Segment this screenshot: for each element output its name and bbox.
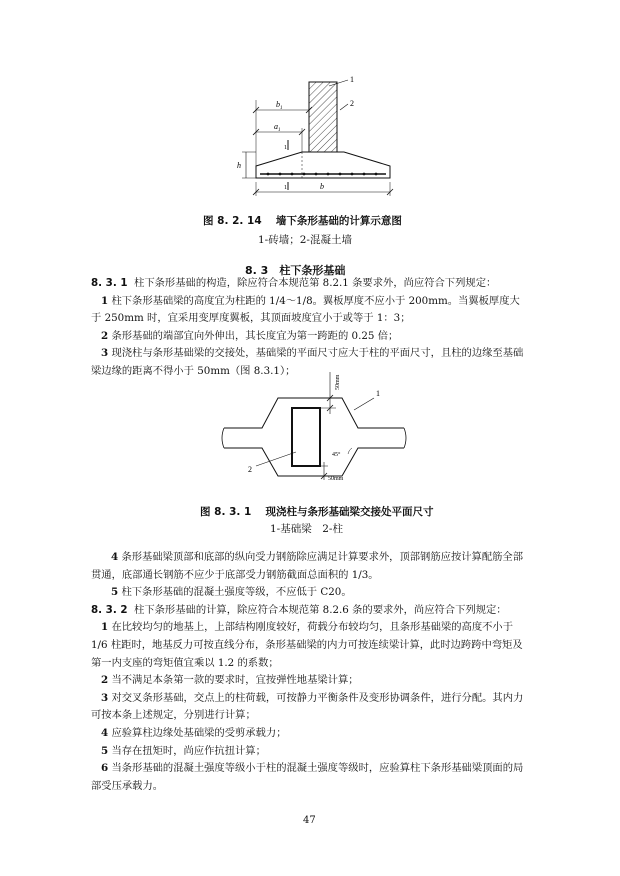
list-item: 4 条形基础梁顶部和底部的纵向受力钢筋除应满足计算要求外，顶部钢筋应按计算配筋全部贯通，底部通长钢筋不应少于底部受力钢筋截面总面积的 1/3。 [91,551,524,581]
clause-8-3-1-continued [91,549,527,795]
list-item: 3 现浇柱与条形基础梁的交接处，基础梁的平面尺寸应大于柱的平面尺寸，且柱的边缘至基础梁边缘的距离不得小于 50mm（图 8.3.1）； [91,347,524,377]
figure-8-2-14-legend: 1-砖墙；2-混凝土墙 [258,234,352,246]
label-b1: $b_1$ [276,100,283,111]
figure-wall-strip-foundation [236,70,416,210]
label-b: b [320,182,324,191]
dim-top-50mm: 50mm [335,374,341,390]
figure-8-3-1-legend: 1-基础梁 2-柱 [270,523,343,535]
list-item: 2 当不满足本条第一款的要求时，宜按弹性地基梁计算； [101,674,359,687]
section-heading-8-3: 8. 3 柱下条形基础 [245,264,346,277]
list-item: 1 在比较均匀的地基上，上部结构刚度较好，荷载分布较均匀，且条形基础梁的高度不小于 1/6 柱距时，地基反力可按直线分布，条形基础梁的内力可按连续梁计算，此时边跨跨中弯矩及第一内支座的弯矩值宜乘以 1.2 的系数； [91,621,523,669]
clause-number: 8. 3. 2 [91,603,128,616]
clause-8-3-1 [91,275,527,381]
list-item: 3 对交叉条形基础，交点上的柱荷载，可按静力平衡条件及变形协调条件，进行分配。其内力可按本条上述规定，分别进行计算； [91,691,524,722]
callout-column: 2 [248,465,252,474]
list-item: 5 柱下条形基础的混凝土强度等级，不应低于 C20。 [111,586,352,599]
figure-8-2-14-caption: 图 8. 2. 14 墙下条形基础的计算示意图 [203,215,402,227]
clause-intro: 柱下条形基础的构造，除应符合本规范第 8.2.1 条要求外，尚应符合下列规定： [134,277,497,289]
callout-beam: 1 [376,389,380,398]
list-item: 6 当条形基础的混凝土强度等级小于柱的混凝土强度等级时，应验算柱下条形基础梁顶面的局部受压承载力。 [91,762,524,792]
list-item: 2 条形基础的端部宜向外伸出，其长度宜为第一跨距的 0.25 倍； [101,329,399,342]
clause-8-3-2 [91,602,527,620]
cut-label-top: 1 [284,145,287,151]
list-item: 4 应验算柱边缘处基础梁的受剪承载力； [101,726,287,739]
figure-8-3-1-caption: 图 8. 3. 1 现浇柱与条形基础梁交接处平面尺寸 [200,506,434,518]
label-a1: $a_1$ [274,122,281,133]
clause-number: 8. 3. 1 [91,277,128,289]
list-item: 1 柱下条形基础梁的高度宜为柱距的 1/4～1/8。翼板厚度不应小于 200mm。当翼板厚度大于 250mm 时，宜采用变厚度翼板，其顶面坡度宜小于或等于 1：3； [91,294,520,325]
page-number: 47 [303,815,316,826]
cut-label-bottom: 1 [284,185,287,191]
figure-column-beam-joint [214,368,414,488]
label-h: h [237,161,241,170]
angle-45: 45° [332,452,341,458]
brick-wall [309,82,337,152]
clause-intro: 柱下条形基础的计算，除应符合本规范第 8.2.6 条的要求外，尚应符合下列规定： [134,603,507,616]
callout-1: 1 [350,75,354,84]
list-item: 5 当存在扭矩时，尚应作抗扭计算； [101,744,266,757]
column-section [292,408,320,466]
dim-bottom-50mm: 50mm [328,476,344,482]
callout-2: 2 [350,99,354,108]
